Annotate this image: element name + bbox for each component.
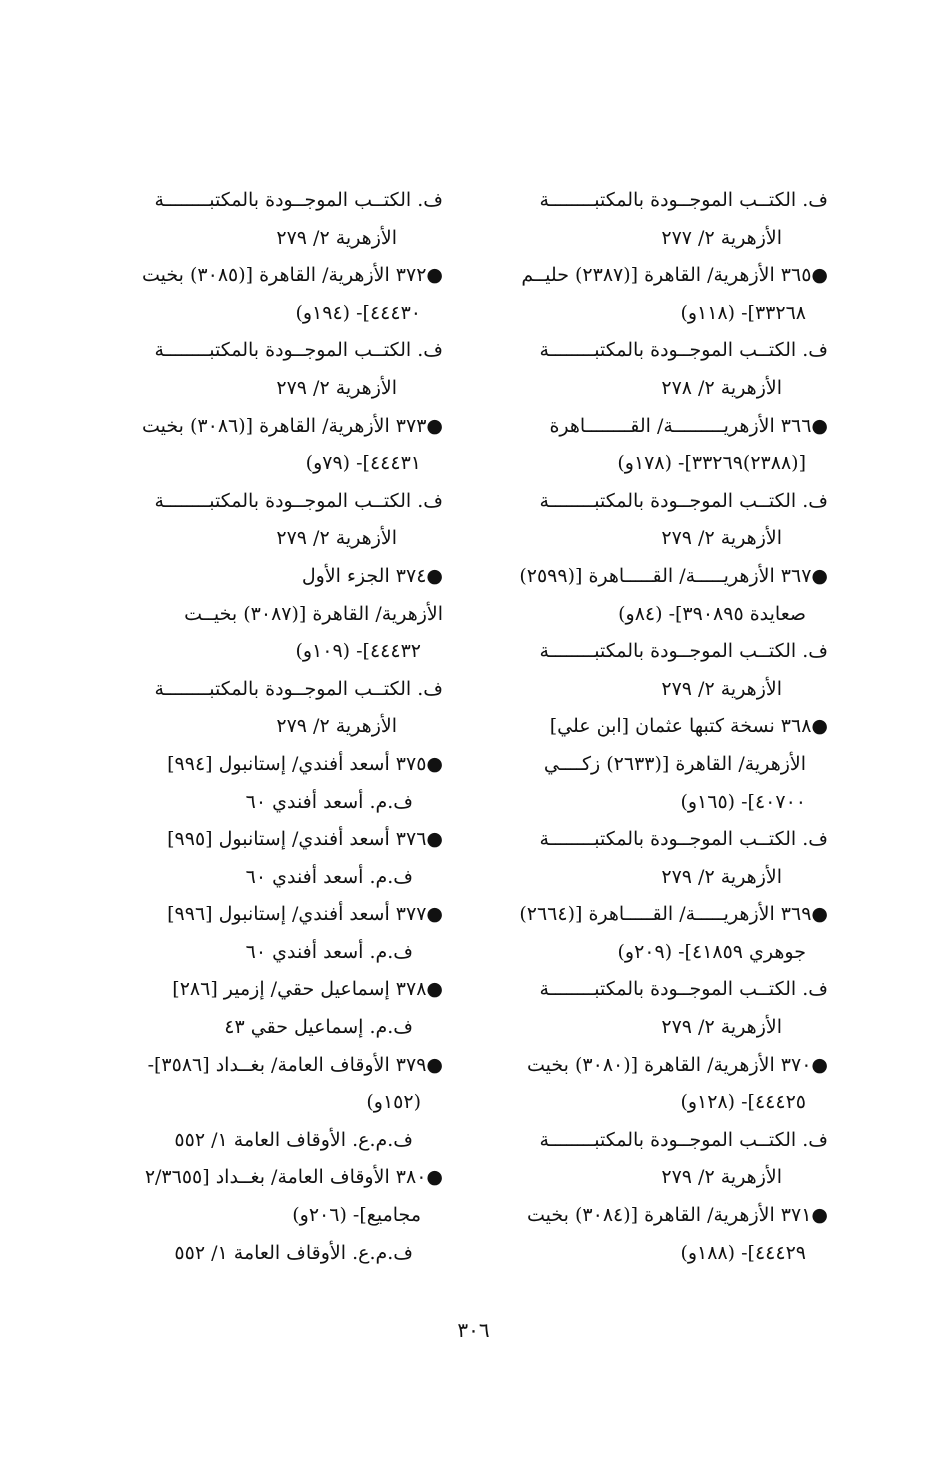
entry-line: ف.م.ع. الأوقاف العامة ١/ ٥٥٢ (174, 1241, 413, 1264)
entry-line: الأزهرية ٢/ ٢٧٩ (661, 677, 782, 700)
entry-line: ف.م. أسعد أفندي ٦٠ (245, 790, 413, 813)
entry-line: ●٣٧٨ إسماعيل حقي/ إزمير [٢٨٦] (172, 978, 443, 1001)
entry-line: ●٣٧٦ أسعد أفندي/ إستانبول [٩٩٥] (167, 828, 443, 851)
entry-line: ف. الكتــب الموجــودة بالمكتبــــــــة (539, 189, 828, 211)
entry-line: ●٣٧٠ الأزهرية/ القاهرة [(٣٠٨٠) بخيت (527, 1053, 828, 1076)
entry-line: الأزهرية ٢/ ٢٧٨ (661, 376, 782, 399)
entry-line: جوهري ٤١٨٥٩]- (٢٠٩و) (617, 940, 806, 963)
entry-line: ف. الكتــب الموجــودة بالمكتبــــــــة (154, 339, 443, 362)
entry-line: صعايدة ٣٩٠٨٩٥]- (٨٤و) (618, 602, 806, 625)
entry-line: مجاميع]- (٢٠٦و) (292, 1204, 421, 1227)
entry-line: ●٣٧٩ الأوقاف العامة/ بغــداد [٣٥٨٦]- (147, 1053, 443, 1076)
entry-line: ف.م.ع. الأوقاف العامة ١/ ٥٥٢ (174, 1128, 413, 1151)
entry-line: ●٣٧٧ أسعد أفندي/ إستانبول [٩٩٦] (167, 903, 443, 926)
entry-line: ●٣٧٣ الأزهرية/ القاهرة [(٣٠٨٦) بخيت (142, 414, 443, 437)
page-number: ٣٠٦ (457, 1318, 490, 1342)
entry-line: ف. الكتــب الموجــودة بالمكتبــــــــة (154, 189, 443, 211)
entry-line: ●٣٦٩ الأزهريـــــة/ القـــــاهرة [(٢٦٦٤) (519, 903, 828, 926)
entry-line: ف. الكتــب الموجــودة بالمكتبــــــــة (154, 489, 443, 512)
entry-line: ●٣٦٦ الأزهريـــــــــة/ القــــــــاهرة (549, 414, 828, 437)
entry-line: الأزهرية ٢/ ٢٧٩ (276, 226, 397, 249)
entry-line: ●٣٦٧ الأزهريـــــة/ القـــــاهرة [(٢٥٩٩) (519, 564, 828, 587)
entry-line: الأزهرية/ القاهرة [(٣٠٨٧) بخيــت (184, 602, 443, 625)
entry-line: ٤٤٤٣١]- (٧٩و) (305, 452, 421, 475)
entry-line: ●٣٧٢ الأزهرية/ القاهرة [(٣٠٨٥) بخيت (142, 264, 443, 287)
entry-line: الأزهرية ٢/ ٢٧٩ (276, 376, 397, 399)
entry-line: ف. الكتــب الموجــودة بالمكتبــــــــة (539, 640, 828, 663)
entry-line: ●٣٦٨ نسخة كتبها عثمان [ابن علي] (549, 715, 828, 738)
entry-line: الأزهرية ٢/ ٢٧٩ (661, 1166, 782, 1189)
entry-line: ●٣٧١ الأزهرية/ القاهرة [(٣٠٨٤) بخيت (527, 1204, 828, 1227)
entry-line: ٤٤٤٢٩]- (١٨٨و) (680, 1241, 806, 1264)
right-column (488, 182, 828, 1272)
entry-line: ف.م. أسعد أفندي ٦٠ (245, 940, 413, 963)
entry-line: ٤٤٤٣٢]- (١٠٩و) (295, 640, 421, 663)
entry-line: ف. الكتــب الموجــودة بالمكتبــــــــة (539, 828, 828, 851)
entry-line: الأزهرية/ القاهرة [(٢٦٣٣) زكــــي (543, 752, 806, 775)
entry-line: ●٣٧٤ الجزء الأول (301, 564, 443, 587)
entry-line: ف. الكتــب الموجــودة بالمكتبــــــــة (539, 978, 828, 1001)
entry-line: ٣٣٢٦٨]- (١١٨و) (680, 301, 806, 324)
entry-line: ف. الكتــب الموجــودة بالمكتبــــــــة (539, 1128, 828, 1151)
entry-line: الأزهرية ٢/ ٢٧٩ (661, 527, 782, 550)
entry-line: ف.م. إسماعيل حقي ٤٣ (224, 1016, 413, 1039)
entry-line: ٤٠٧٠٠]- (١٦٥و) (680, 790, 806, 813)
entry-line: ف. الكتــب الموجــودة بالمكتبــــــــة (539, 339, 828, 362)
entry-line: الأزهرية ٢/ ٢٧٩ (661, 865, 782, 888)
entry-line: [(٢٣٨٨)٣٣٢٦٩]- (١٧٨و) (617, 452, 806, 475)
entry-line: ٤٤٤٢٥]- (١٢٨و) (680, 1091, 806, 1114)
entry-line: ف.م. أسعد أفندي ٦٠ (245, 865, 413, 888)
entry-line: ●٣٨٠ الأوقاف العامة/ بغــداد [٢/٣٦٥٥ (144, 1166, 443, 1189)
entry-line: الأزهرية ٢/ ٢٧٩ (276, 527, 397, 550)
entry-line: ٤٤٤٣٠]- (١٩٤و) (295, 301, 421, 324)
entry-line: الأزهرية ٢/ ٢٧٧ (661, 226, 782, 249)
entry-line: (١٥٢و) (366, 1091, 421, 1114)
entry-line: ف. الكتــب الموجــودة بالمكتبــــــــة (539, 489, 828, 512)
left-column (108, 182, 443, 1272)
entry-line: الأزهرية ٢/ ٢٧٩ (661, 1016, 782, 1039)
entry-line: ●٣٧٥ أسعد أفندي/ إستانبول [٩٩٤] (167, 752, 443, 775)
entry-line: ●٣٦٥ الأزهرية/ القاهرة [(٢٣٨٧) حليــم (521, 264, 828, 287)
entry-line: الأزهرية ٢/ ٢٧٩ (276, 715, 397, 738)
entry-line: ف. الكتــب الموجــودة بالمكتبــــــــة (154, 677, 443, 700)
